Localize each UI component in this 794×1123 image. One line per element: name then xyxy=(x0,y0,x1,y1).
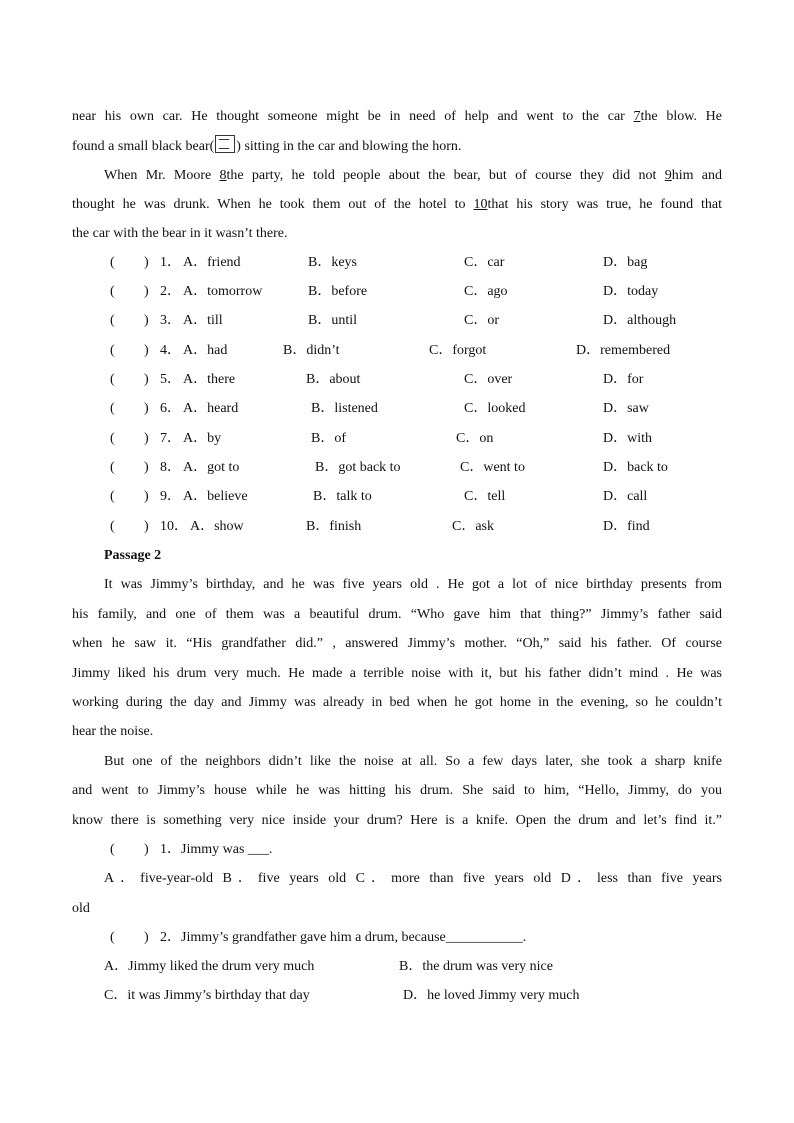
answer-paren-open: ( xyxy=(110,489,115,504)
option-a: A．there xyxy=(183,372,236,387)
option-d: D．back to xyxy=(603,460,668,475)
passage-line: his family, and one of them was a beautiful drum. “Who gave him that thing?” Jimmy’s father said xyxy=(72,607,722,622)
question-text: 2．Jimmy’s grandfather gave him a drum, because xyxy=(160,930,446,945)
option-a: A．believe xyxy=(183,489,248,504)
option-d: D．remembered xyxy=(576,343,671,358)
question-text: 1．Jimmy was xyxy=(160,842,245,857)
answer-paren-close: ) xyxy=(144,460,149,475)
answer-paren-open: ( xyxy=(110,284,115,299)
story-line xyxy=(72,107,722,127)
option-b: B．keys xyxy=(308,255,357,270)
option-d: D．saw xyxy=(603,401,649,416)
option-c: C．ago xyxy=(464,284,508,299)
option-d: D．with xyxy=(603,431,652,446)
answer-paren-close: ) xyxy=(144,489,149,504)
option-c: C．over xyxy=(464,372,513,387)
blank-number: 7 xyxy=(633,109,641,124)
answer-paren-open: ( xyxy=(110,842,115,857)
answer-paren-close: ) xyxy=(144,401,149,416)
option-b: B．until xyxy=(308,313,358,328)
option-c: C．ask xyxy=(452,519,494,534)
option-d: D．bag xyxy=(603,255,648,270)
bear-character-glyph xyxy=(215,135,235,153)
question-number: 5． xyxy=(160,372,181,387)
option-b: B．of xyxy=(311,431,346,446)
passage-line: when he saw it. “His grandfather did.” , answered Jimmy’s mother. “Oh,” said his father. Of course xyxy=(72,636,722,651)
story-line xyxy=(104,166,722,186)
blank-number: 9 xyxy=(664,168,672,183)
option-a: A．friend xyxy=(183,255,241,270)
story-line xyxy=(72,135,722,157)
blank-number: 8 xyxy=(219,168,227,183)
option-a: A．tomorrow xyxy=(183,284,263,299)
option-c: C．forgot xyxy=(429,343,487,358)
text: near his own car. He thought someone might be in need of help and went to the car xyxy=(72,109,634,124)
question-blank: ___________. xyxy=(445,930,527,945)
answer-paren-close: ) xyxy=(144,343,149,358)
question-number: 2． xyxy=(160,284,181,299)
answer-paren-open: ( xyxy=(110,343,115,358)
answer-paren-open: ( xyxy=(110,401,115,416)
passage-line: But one of the neighbors didn’t like the noise at all. So a few days later, she took a sharp knife xyxy=(104,754,722,769)
option-b: B．the drum was very nice xyxy=(399,959,553,974)
option-a: A．till xyxy=(183,313,223,328)
option-a: A．show xyxy=(190,519,244,534)
blank-number: 10 xyxy=(473,197,488,212)
option-d: D．although xyxy=(603,313,677,328)
option-b: B．talk to xyxy=(313,489,372,504)
answer-paren-close: ) xyxy=(144,372,149,387)
question-number: 10． xyxy=(160,519,188,534)
answer-paren-close: ) xyxy=(144,519,149,534)
text: that his story was true, he found that xyxy=(487,197,722,212)
text: found a small black bear( xyxy=(72,139,215,154)
answer-paren-open: ( xyxy=(110,460,115,475)
question-number: 6． xyxy=(160,401,181,416)
option-b: B．listened xyxy=(311,401,378,416)
option-b: B．got back to xyxy=(315,460,401,475)
question-options: old xyxy=(72,901,90,916)
answer-paren-open: ( xyxy=(110,372,115,387)
option-a: A．had xyxy=(183,343,228,358)
option-b: B．about xyxy=(306,372,361,387)
text: thought he was drunk. When he took them out of the hotel to xyxy=(72,197,474,212)
question-number: 9． xyxy=(160,489,181,504)
question-stem xyxy=(160,928,526,948)
answer-paren-close: ) xyxy=(144,842,149,857)
question-blank: ___. xyxy=(247,842,273,857)
question-stem xyxy=(160,840,272,860)
option-c: C．car xyxy=(464,255,505,270)
option-c: C．it was Jimmy’s birthday that day xyxy=(104,988,310,1003)
option-d: D．today xyxy=(603,284,659,299)
option-c: C．tell xyxy=(464,489,506,504)
story-line xyxy=(72,195,722,215)
question-number: 1． xyxy=(160,255,181,270)
answer-paren-close: ) xyxy=(144,930,149,945)
passage-line: working during the day and Jimmy was already in bed when he got home in the evening, so he couldn’t xyxy=(72,695,722,710)
passage-title: Passage 2 xyxy=(104,548,162,563)
answer-paren-open: ( xyxy=(110,431,115,446)
option-c: C．looked xyxy=(464,401,526,416)
text: When Mr. Moore xyxy=(104,168,220,183)
option-d: D．find xyxy=(603,519,650,534)
option-a: A．heard xyxy=(183,401,239,416)
answer-paren-close: ) xyxy=(144,255,149,270)
option-d: D．call xyxy=(603,489,648,504)
option-c: C．on xyxy=(456,431,494,446)
answer-paren-open: ( xyxy=(110,930,115,945)
passage-line: It was Jimmy’s birthday, and he was five years old . He got a lot of nice birthday presents from xyxy=(104,577,722,592)
answer-paren-close: ) xyxy=(144,284,149,299)
text: ) sitting in the car and blowing the horn. xyxy=(236,139,462,154)
option-c: C．went to xyxy=(460,460,525,475)
text: him and xyxy=(671,168,722,183)
passage-line: Jimmy liked his drum very much. He made a terrible noise with it, but his father didn’t mind . He was xyxy=(72,666,722,681)
option-b: B．finish xyxy=(306,519,362,534)
answer-paren-close: ) xyxy=(144,313,149,328)
question-number: 4． xyxy=(160,343,181,358)
answer-paren-open: ( xyxy=(110,255,115,270)
option-b: B．before xyxy=(308,284,368,299)
option-a: A．by xyxy=(183,431,222,446)
option-b: B．didn’t xyxy=(283,343,340,358)
option-d: D．he loved Jimmy very much xyxy=(403,988,580,1003)
question-options: A．five-year-old B．five years old C．more than five years old D．less than five years xyxy=(104,871,722,886)
answer-paren-close: ) xyxy=(144,431,149,446)
answer-paren-open: ( xyxy=(110,313,115,328)
passage-line: and went to Jimmy’s house while he was hitting his drum. She said to him, “Hello, Jimmy, do you xyxy=(72,783,722,798)
question-number: 3． xyxy=(160,313,181,328)
option-a: A．got to xyxy=(183,460,240,475)
story-line: the car with the bear in it wasn’t there. xyxy=(72,226,288,241)
text: the blow. He xyxy=(640,109,722,124)
option-a: A．Jimmy liked the drum very much xyxy=(104,959,315,974)
answer-paren-open: ( xyxy=(110,519,115,534)
passage-line: know there is something very nice inside your drum? Here is a knife. Open the drum and let’s find it.” xyxy=(72,813,722,828)
question-number: 7． xyxy=(160,431,181,446)
passage-line: hear the noise. xyxy=(72,724,154,739)
question-number: 8． xyxy=(160,460,181,475)
option-c: C．or xyxy=(464,313,499,328)
option-d: D．for xyxy=(603,372,644,387)
text: the party, he told people about the bear, but of course they did not xyxy=(226,168,665,183)
